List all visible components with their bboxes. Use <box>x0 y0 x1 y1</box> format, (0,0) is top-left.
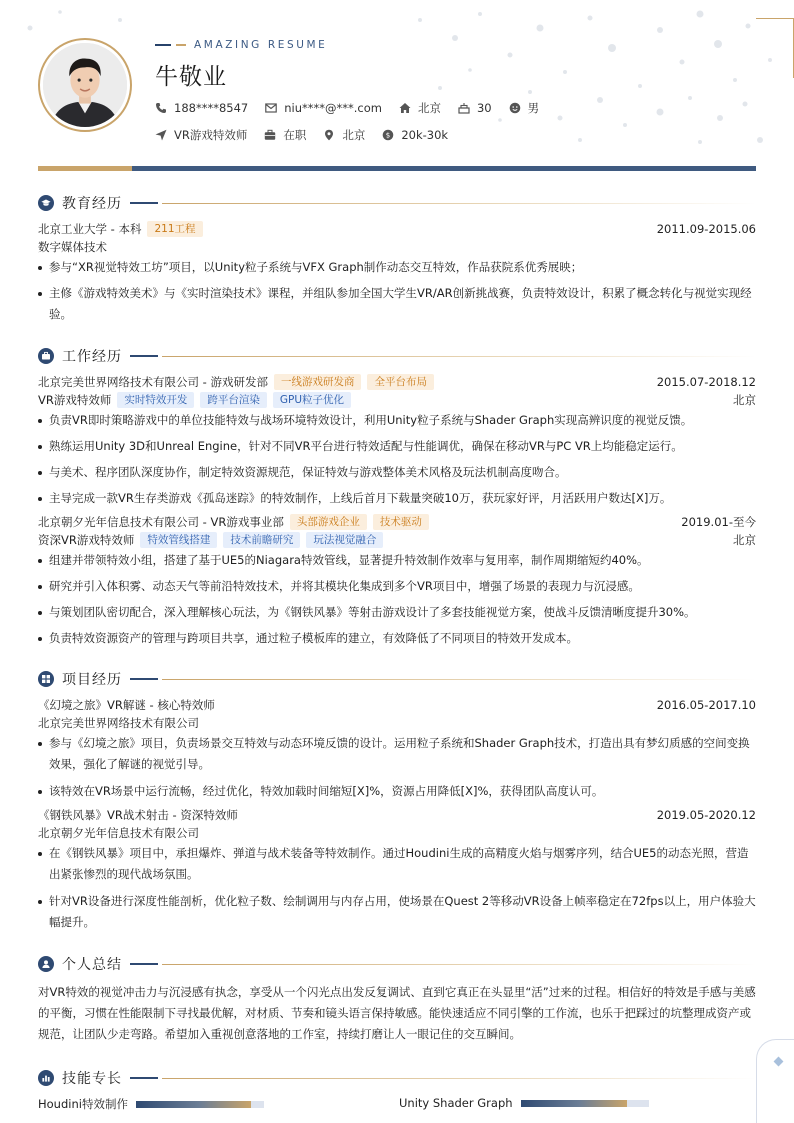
summary-text: 对VR特效的视觉冲击力与沉浸感有执念，享受从一个闪光点出发反复调试、直到它真正在头显里“活”过来的过程。相信好的特效是手感与美感的平衡，习惯在性能限制下寻找最优解，对材质、节奏和镜头语言保持敏感。能快速适应不同引擎的工作流，也乐于把踩过的坑整理成资产或规范，让团队少走弯路。希望加入重视创意落地的工作室，持续打磨让人一眼记住的交互瞬间。 <box>38 985 756 1041</box>
project-name: 《幻境之旅》VR解谜 - 核心特效师 <box>38 698 215 712</box>
projects-section-header <box>38 669 756 689</box>
section-line-navy <box>130 202 158 204</box>
role-tag: 实时特效开发 <box>117 392 194 408</box>
smile-icon <box>509 102 521 114</box>
section-title-text: 个人总结 <box>62 957 122 973</box>
skill-item <box>38 1096 264 1112</box>
salary-item <box>382 128 448 142</box>
job-period: 2015.07-2018.12 <box>656 375 756 389</box>
phone-item <box>155 101 248 115</box>
header-divider <box>38 166 756 171</box>
project-name-row <box>38 807 756 823</box>
education-major-row <box>38 239 756 255</box>
graduation-cap-icon <box>38 195 54 211</box>
company-tag: 技术驱动 <box>373 514 429 530</box>
section-title-text: 项目经历 <box>62 672 122 688</box>
education-section-header <box>38 193 756 213</box>
divider-navy-segment <box>132 166 756 171</box>
summary-section-header <box>38 954 756 974</box>
age-item <box>458 101 492 115</box>
job-bullet: 与美术、程序团队深度协作，制定特效资源规范，保证特效与游戏整体美术风格及玩法机制高度吻合。 <box>38 462 756 483</box>
project-name: 《钢铁风暴》VR战术射击 - 资深特效师 <box>38 808 238 822</box>
home-icon <box>399 102 411 114</box>
user-icon <box>38 956 54 972</box>
job-bullet: 与策划团队密切配合，深入理解核心玩法，为《钢铁风暴》等射击游戏设计了多套技能视觉方案，使战斗反馈清晰度提升30%。 <box>38 602 756 623</box>
avatar-photo <box>43 43 127 127</box>
job-bullet: 负责特效资源资产的管理与跨项目共享，通过粒子模板库的建立，有效降低了不同项目的特效开发成本。 <box>38 628 756 649</box>
phone-icon <box>155 102 167 114</box>
resume-tagline <box>155 39 327 51</box>
project-company: 北京朝夕光年信息技术有限公司 <box>38 826 199 840</box>
role-tag: GPU粒子优化 <box>273 392 351 408</box>
skill-level-bar <box>136 1101 264 1108</box>
section-line-gold <box>162 1078 756 1079</box>
job-company-row <box>38 374 756 390</box>
status-item <box>264 127 306 143</box>
tagline-line-navy <box>155 44 171 46</box>
job-bullet: 负责VR即时策略游戏中的单位技能特效与战场环境特效设计，利用Unity粒子系统与Shader Graph实现高辨识度的视觉反馈。 <box>38 410 756 431</box>
education-bullet: 主修《游戏特效美术》与《实时渲染技术》课程，并组队参加全国大学生VR/AR创新挑战赛，负责特效设计，积累了概念转化与视觉实现经验。 <box>38 283 756 325</box>
briefcase-icon <box>264 129 276 141</box>
section-line-gold <box>162 203 756 204</box>
city-text: 北京 <box>417 101 441 115</box>
job-bullet: 组建并带领特效小组，搭建了基于UE5的Niagara特效管线，显著提升特效制作效率与复用率，制作周期缩短约40%。 <box>38 550 756 571</box>
project-company: 北京完美世界网络技术有限公司 <box>38 716 199 730</box>
candidate-name: 牛敬业 <box>155 64 227 90</box>
project-bullet: 该特效在VR场景中运行流畅，经过优化，特效加载时间缩短[X]%，资源占用降低[X]%，获得团队高度认可。 <box>38 781 756 802</box>
divider-gold-segment <box>38 166 132 171</box>
job-period: 2019.01-至今 <box>681 515 756 529</box>
company-tag: 一线游戏研发商 <box>274 374 362 390</box>
section-line-navy <box>130 963 158 965</box>
job-bullet: 研究并引入体积雾、动态天气等前沿特效技术，并将其模块化集成到多个VR项目中，增强了场景的表现力与沉浸感。 <box>38 576 756 597</box>
mail-icon <box>265 102 277 114</box>
job-location: 北京 <box>733 393 756 407</box>
project-period: 2016.05-2017.10 <box>656 698 756 712</box>
tagline-text: AMAZING RESUME <box>194 39 328 51</box>
project-company-row <box>38 825 756 841</box>
avatar <box>38 38 132 132</box>
company-tag: 头部游戏企业 <box>290 514 367 530</box>
email-text: niu****@***.com <box>284 101 382 115</box>
education-major: 数字媒体技术 <box>38 240 107 254</box>
job-intent-row <box>155 127 465 143</box>
project-bullet: 在《钢铁风暴》项目中，承担爆炸、弹道与战术装备等特效制作。通过Houdini生成的高精度火焰与烟雾序列，结合UE5的动态光照，营造出紧张惨烈的现代战场氛围。 <box>38 843 756 885</box>
role-tag: 特效管线搭建 <box>140 532 217 548</box>
job-target-item <box>155 127 247 143</box>
section-line-gold <box>162 356 756 357</box>
coin-icon <box>382 129 394 141</box>
job-company-row <box>38 514 756 530</box>
send-icon <box>155 129 167 141</box>
person-portrait-icon <box>43 43 127 127</box>
school-tag: 211工程 <box>147 221 202 237</box>
role-tag: 玩法视觉融合 <box>306 532 383 548</box>
skill-level-fill <box>136 1101 251 1108</box>
project-company-row <box>38 715 756 731</box>
phone-text: 188****8547 <box>174 101 249 115</box>
section-title-text: 工作经历 <box>62 349 122 365</box>
skill-level-bar <box>521 1100 649 1107</box>
grid-icon <box>38 671 54 687</box>
job-bullet: 主导完成一款VR生存类游戏《孤岛迷踪》的特效制作，上线后首月下载量突破10万，获玩家好评，月活跃用户数达[X]万。 <box>38 488 756 509</box>
city-item <box>399 100 441 116</box>
contact-info-row <box>155 100 556 116</box>
education-bullet: 参与“XR视觉特效工坊”项目，以Unity粒子系统与VFX Graph制作动态交互特效，作品获院系优秀展映； <box>38 257 756 278</box>
salary-text: 20k-30k <box>401 128 449 142</box>
role-tag: 技术前瞻研究 <box>223 532 300 548</box>
education-period: 2011.09-2015.06 <box>656 222 756 236</box>
section-line-gold <box>162 679 756 680</box>
target-city-item <box>323 127 365 143</box>
project-name-row <box>38 697 756 713</box>
gender-text: 男 <box>527 101 540 115</box>
work-section-header <box>38 346 756 366</box>
section-line-navy <box>130 678 158 680</box>
role-tag: 跨平台渲染 <box>200 392 267 408</box>
section-line-gold <box>162 964 756 965</box>
cake-icon <box>458 102 470 114</box>
svg-text:$: $ <box>386 131 391 140</box>
tagline-line-gold <box>176 44 186 46</box>
job-company: 北京朝夕光年信息技术有限公司 - VR游戏事业部 <box>38 515 284 529</box>
target-city-text: 北京 <box>342 128 366 142</box>
section-title-text: 技能专长 <box>62 1071 122 1087</box>
status-text: 在职 <box>283 128 307 142</box>
skills-section-header <box>38 1068 756 1088</box>
location-pin-icon <box>323 129 335 141</box>
project-period: 2019.05-2020.12 <box>656 808 756 822</box>
briefcase-icon <box>38 348 54 364</box>
bar-chart-icon <box>38 1070 54 1086</box>
job-role-row <box>38 532 756 548</box>
job-role: 资深VR游戏特效师 <box>38 533 135 547</box>
education-school-row <box>38 221 756 237</box>
age-text: 30 <box>476 101 492 115</box>
skill-name: Unity Shader Graph <box>399 1096 513 1110</box>
email-item <box>265 101 382 115</box>
project-bullet: 参与《幻境之旅》项目，负责场景交互特效与动态环境反馈的设计。运用粒子系统和Shader Graph技术，打造出具有梦幻质感的空间变换效果，强化了解谜的视觉引导。 <box>38 733 756 775</box>
company-tag: 全平台布局 <box>367 374 434 390</box>
skill-name: Houdini特效制作 <box>38 1097 128 1111</box>
section-line-navy <box>130 355 158 357</box>
gender-item <box>509 100 540 116</box>
corner-decoration-bottom-right <box>756 1039 794 1123</box>
skill-item <box>399 1096 649 1110</box>
job-bullet: 熟练运用Unity 3D和Unreal Engine，针对不同VR平台进行特效适配与性能调优，确保在移动VR与PC VR上均能稳定运行。 <box>38 436 756 457</box>
job-target-text: VR游戏特效师 <box>174 128 248 142</box>
section-line-navy <box>130 1077 158 1079</box>
skill-level-fill <box>521 1100 627 1107</box>
job-company: 北京完美世界网络技术有限公司 - 游戏研发部 <box>38 375 268 389</box>
project-bullet: 针对VR设备进行深度性能剖析，优化粒子数、绘制调用与内存占用，使场景在Quest 2等移动VR设备上帧率稳定在72fps以上，用户体验大幅提升。 <box>38 891 756 933</box>
job-location: 北京 <box>733 533 756 547</box>
section-title-text: 教育经历 <box>62 196 122 212</box>
job-role-row <box>38 392 756 408</box>
job-role: VR游戏特效师 <box>38 393 112 407</box>
school-name: 北京工业大学 - 本科 <box>38 222 142 236</box>
corner-decoration-top-right <box>756 18 794 78</box>
